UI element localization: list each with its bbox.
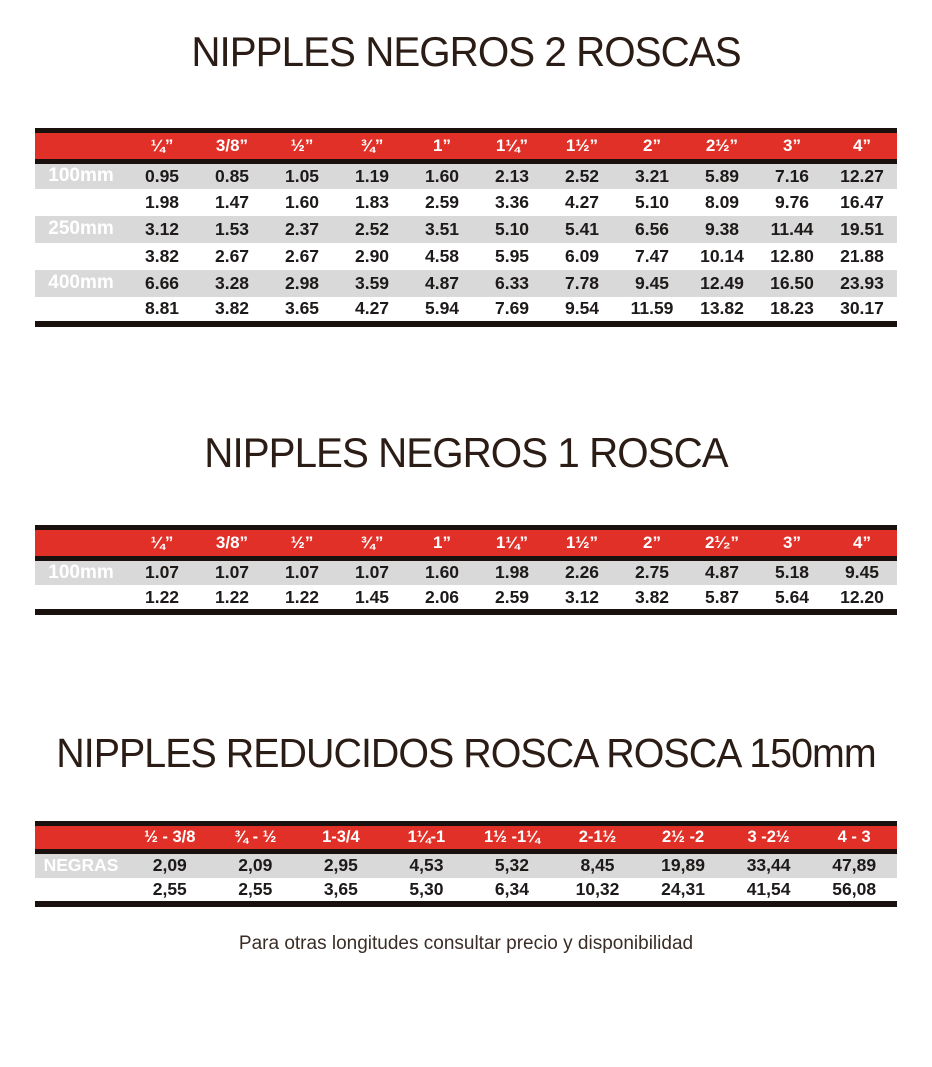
price-cell: 1.98	[477, 558, 547, 585]
price-cell: 8.81	[127, 297, 197, 324]
column-header: 1”	[433, 532, 451, 552]
column-header: ¾ - ½	[234, 828, 277, 846]
price-cell: 2.37	[267, 216, 337, 243]
price-cell: 9.76	[757, 189, 827, 216]
price-cell: 11.59	[617, 297, 687, 324]
table1-title: NIPPLES NEGROS 2 ROSCAS	[191, 28, 741, 75]
price-cell: 1.05	[267, 162, 337, 189]
column-header: 1½ -1¼	[483, 828, 540, 846]
price-table-reducidos-rosca-rosca	[35, 821, 897, 907]
row-label: 500mm	[35, 297, 127, 324]
price-cell: 30.17	[827, 297, 897, 324]
price-cell: 24,31	[640, 878, 726, 904]
column-header: 2¹⁄₂”	[704, 532, 739, 552]
price-cell: 3.12	[547, 585, 617, 612]
price-cell: 1.53	[197, 216, 267, 243]
column-header: 1¼-1	[407, 828, 446, 846]
table-row	[35, 189, 897, 216]
table3-title: NIPPLES REDUCIDOS ROSCA ROSCA 150mm	[56, 730, 876, 776]
price-cell: 0.85	[197, 162, 267, 189]
price-cell: 7.16	[757, 162, 827, 189]
header-row	[35, 824, 897, 852]
price-cell: 2.67	[267, 243, 337, 270]
price-cell: 2,55	[127, 878, 213, 904]
column-header: 2”	[643, 136, 661, 155]
row-label: 100mm	[35, 558, 127, 585]
price-cell: 2.90	[337, 243, 407, 270]
price-cell: 5.94	[407, 297, 477, 324]
price-cell: 5.41	[547, 216, 617, 243]
price-cell: 16.50	[757, 270, 827, 297]
price-cell: 7.69	[477, 297, 547, 324]
price-cell: 33,44	[726, 852, 812, 878]
price-cell: 1.07	[127, 558, 197, 585]
column-header: ¼”	[150, 136, 174, 155]
price-cell: 12.27	[827, 162, 897, 189]
price-cell: 56,08	[811, 878, 897, 904]
price-cell: 12.20	[827, 585, 897, 612]
price-cell: 3.28	[197, 270, 267, 297]
price-cell: 2,95	[298, 852, 384, 878]
price-cell: 16.47	[827, 189, 897, 216]
column-header: 3/8”	[215, 136, 249, 155]
price-cell: 18.23	[757, 297, 827, 324]
price-cell: 1.22	[127, 585, 197, 612]
price-cell: 4.87	[407, 270, 477, 297]
price-cell: 2.26	[547, 558, 617, 585]
price-cell: 4.27	[337, 297, 407, 324]
column-header: ¾”	[360, 532, 384, 552]
row-label: GALVA	[35, 878, 127, 904]
table-row	[35, 585, 897, 612]
price-cell: 1.19	[337, 162, 407, 189]
header-row	[35, 131, 897, 162]
price-cell: 12.80	[757, 243, 827, 270]
price-cell: 21.88	[827, 243, 897, 270]
table-row	[35, 878, 897, 904]
price-cell: 3.82	[197, 297, 267, 324]
price-cell: 1.47	[197, 189, 267, 216]
price-cell: 6.56	[617, 216, 687, 243]
column-header: 4”	[853, 136, 871, 155]
price-cell: 5.87	[687, 585, 757, 612]
corner-cell	[35, 131, 127, 162]
price-cell: 5.89	[687, 162, 757, 189]
column-header: ½ - 3/8	[144, 828, 196, 846]
row-label: 400mm	[35, 270, 127, 297]
price-cell: 5.95	[477, 243, 547, 270]
table-row	[35, 270, 897, 297]
price-cell: 4,53	[384, 852, 470, 878]
corner-cell	[35, 824, 127, 852]
price-cell: 2.59	[407, 189, 477, 216]
price-cell: 5.18	[757, 558, 827, 585]
price-cell: 23.93	[827, 270, 897, 297]
column-header: 2-1½	[578, 828, 617, 846]
price-cell: 19,89	[640, 852, 726, 878]
price-cell: 5.64	[757, 585, 827, 612]
price-cell: 7.47	[617, 243, 687, 270]
price-cell: 12.49	[687, 270, 757, 297]
price-cell: 19.51	[827, 216, 897, 243]
price-cell: 10,32	[555, 878, 641, 904]
row-label: 300mm	[35, 243, 127, 270]
price-cell: 1.07	[337, 558, 407, 585]
price-cell: 1.60	[407, 162, 477, 189]
column-header: ¼”	[150, 532, 174, 552]
price-cell: 5.10	[477, 216, 547, 243]
price-cell: 8,45	[555, 852, 641, 878]
price-cell: 3.65	[267, 297, 337, 324]
column-header: 4”	[853, 532, 871, 552]
row-label: 150mm	[35, 585, 127, 612]
price-cell: 3.12	[127, 216, 197, 243]
price-cell: 3.21	[617, 162, 687, 189]
price-cell: 2.75	[617, 558, 687, 585]
column-header: 4 - 3	[837, 828, 871, 846]
column-header: 1½”	[565, 532, 599, 552]
row-label: NEGRAS	[35, 852, 127, 878]
column-header: ¾”	[360, 136, 384, 155]
price-cell: 2,55	[213, 878, 299, 904]
price-cell: 7.78	[547, 270, 617, 297]
price-cell: 9.45	[617, 270, 687, 297]
price-cell: 2.59	[477, 585, 547, 612]
price-cell: 1.45	[337, 585, 407, 612]
header-row	[35, 527, 897, 558]
footer-note: Para otras longitudes consultar precio y disponibilidad	[238, 932, 694, 954]
price-cell: 1.60	[407, 558, 477, 585]
column-header: ½”	[290, 532, 314, 552]
price-cell: 1.83	[337, 189, 407, 216]
price-cell: 3.59	[337, 270, 407, 297]
price-cell: 1.60	[267, 189, 337, 216]
price-cell: 6.66	[127, 270, 197, 297]
price-table-negros-1-rosca	[35, 525, 897, 616]
price-cell: 9.54	[547, 297, 617, 324]
column-header: 2½”	[705, 136, 739, 155]
price-cell: 5.10	[617, 189, 687, 216]
price-cell: 1.22	[267, 585, 337, 612]
price-cell: 2.98	[267, 270, 337, 297]
row-label: 200mm	[35, 189, 127, 216]
row-label: 250mm	[35, 216, 127, 243]
column-header: 2”	[643, 532, 661, 552]
row-label: 100mm	[35, 162, 127, 189]
column-header: 3”	[783, 136, 801, 155]
price-cell: 2,09	[213, 852, 299, 878]
price-cell: 4.87	[687, 558, 757, 585]
table-row	[35, 297, 897, 324]
price-cell: 5,30	[384, 878, 470, 904]
price-cell: 2,09	[127, 852, 213, 878]
table-row	[35, 162, 897, 189]
price-cell: 1.22	[197, 585, 267, 612]
price-cell: 9.38	[687, 216, 757, 243]
price-cell: 6.33	[477, 270, 547, 297]
column-header: 1½”	[565, 136, 599, 155]
column-header: 1¼”	[495, 136, 529, 155]
price-cell: 4.58	[407, 243, 477, 270]
price-cell: 2.06	[407, 585, 477, 612]
price-cell: 6,34	[469, 878, 555, 904]
column-header: 3/8”	[215, 532, 249, 552]
price-cell: 8.09	[687, 189, 757, 216]
price-cell: 6.09	[547, 243, 617, 270]
column-header: 3”	[783, 532, 801, 552]
price-cell: 1.07	[267, 558, 337, 585]
table-row	[35, 852, 897, 878]
column-header: 3 -2½	[747, 828, 790, 846]
price-cell: 4.27	[547, 189, 617, 216]
table-row	[35, 243, 897, 270]
table2-title: NIPPLES NEGROS 1 ROSCA	[204, 428, 728, 476]
price-cell: 9.45	[827, 558, 897, 585]
corner-cell	[35, 527, 127, 558]
price-cell: 2.13	[477, 162, 547, 189]
table-row	[35, 558, 897, 585]
price-table-negros-2-roscas	[35, 128, 897, 327]
price-cell: 3.82	[127, 243, 197, 270]
price-cell: 41,54	[726, 878, 812, 904]
table-row	[35, 216, 897, 243]
price-cell: 1.98	[127, 189, 197, 216]
price-cell: 3.36	[477, 189, 547, 216]
price-cell: 1.07	[197, 558, 267, 585]
price-cell: 2.52	[547, 162, 617, 189]
column-header: 1-3/4	[322, 828, 360, 846]
column-header: ½”	[290, 136, 314, 155]
column-header: 2½ -2	[661, 828, 705, 846]
column-header: 1¼”	[495, 532, 529, 552]
price-cell: 3.82	[617, 585, 687, 612]
price-cell: 2.67	[197, 243, 267, 270]
price-cell: 3,65	[298, 878, 384, 904]
price-cell: 10.14	[687, 243, 757, 270]
price-cell: 2.52	[337, 216, 407, 243]
price-cell: 3.51	[407, 216, 477, 243]
column-header: 1”	[433, 136, 451, 155]
price-cell: 13.82	[687, 297, 757, 324]
price-cell: 47,89	[811, 852, 897, 878]
price-cell: 11.44	[757, 216, 827, 243]
price-cell: 0.95	[127, 162, 197, 189]
price-cell: 5,32	[469, 852, 555, 878]
